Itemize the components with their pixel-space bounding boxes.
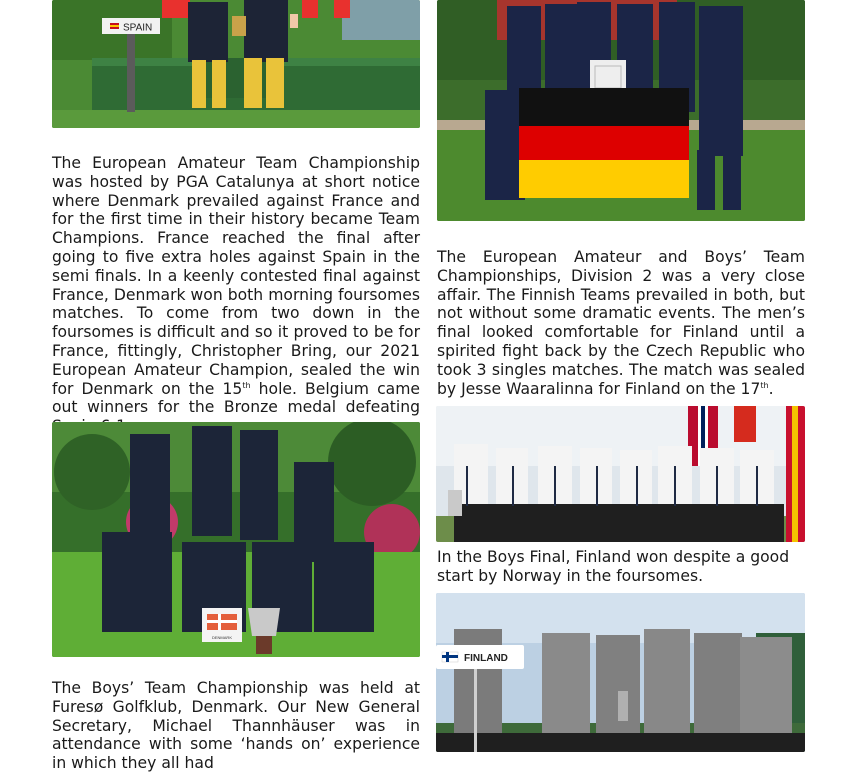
paragraph-text: The European Amateur and Boys’ Team Championships, Division 2 was a very close affair. The Finnish Teams prevailed in both, but not without some dramatic events. The men’s final looked comfortable for Finland until a spirited fight back by the Czech Republic who took 3 singles matches. The match was sealed by Jesse Waaralinna for Finland on the 17 [437, 248, 805, 398]
ordinal-suffix: th [242, 380, 251, 390]
article-paragraph-division-2 [437, 248, 805, 398]
flag-stripe-red [519, 126, 689, 160]
photo-spain-team [52, 0, 420, 128]
paragraph-text-tail: . [768, 379, 774, 398]
article-paragraph-european-amateur [52, 154, 420, 436]
paragraph-text-tail: hole. Belgium came out winners for the Bronze medal defeating [52, 379, 420, 417]
finland-sign-text: FINLAND [464, 653, 508, 664]
flag-stripe-gold [519, 160, 689, 198]
denmark-sign-text: DENMARK [211, 635, 233, 640]
photo-denmark-team [52, 422, 420, 657]
photo-finland-boys-final [436, 406, 805, 542]
spain-sign-text: SPAIN [123, 22, 153, 34]
paragraph-text: The Boys’ Team Championship was held at Furesø Golfklub, Denmark. Our New General Secretary, Michael Thannhäuser was in attendance with some ‘hands on’ experience in which they all had [52, 679, 420, 773]
paragraph-text: The European Amateur Team Championship was hosted by PGA Catalunya at short notice where Denmark prevailed against France and for the first time in their history became Team Champions. France reached the final after going to five extra holes against Spain in the semi finals. In a keenly contested final against France, Denmark won both morning foursomes matches. To come from two down in the foursomes is difficult and so it proved to be for France, fittingly, Christopher Bring, our 2021 European Amateur Champion, sealed the win for Denmark on the 15 [52, 154, 420, 398]
ordinal-suffix: th [760, 380, 769, 390]
flag-stripe-black [519, 88, 689, 126]
photo-finland-team [436, 593, 805, 752]
photo-caption-boys-final: In the Boys Final, Finland won despite a good start by Norway in the foursomes. [437, 548, 790, 585]
article-paragraph-boys-team [52, 679, 420, 773]
photo-germany-team [437, 0, 805, 221]
